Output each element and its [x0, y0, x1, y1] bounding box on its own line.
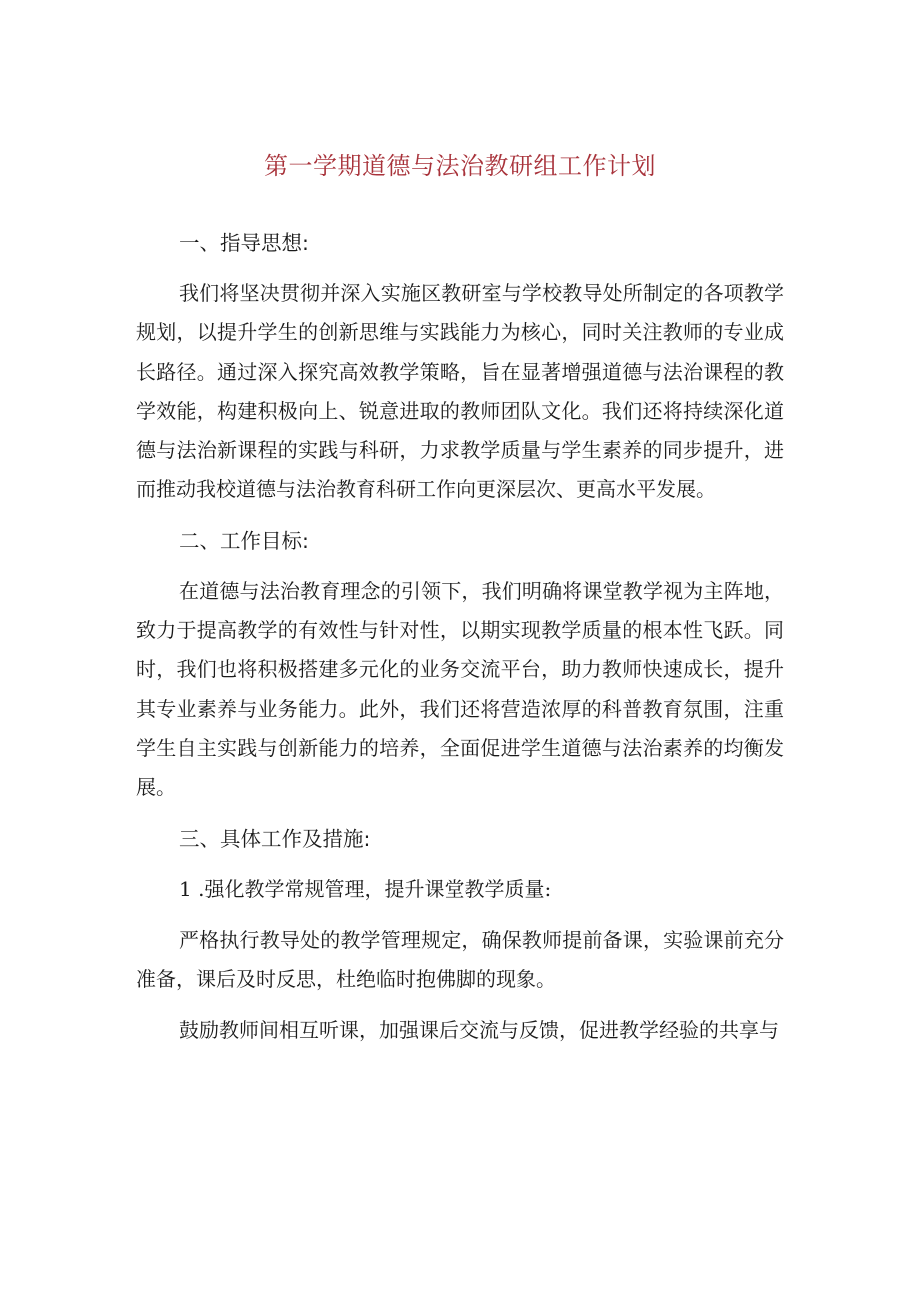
document-body [136, 224, 784, 1063]
section-heading-work-goals: 二、工作目标: [179, 528, 309, 553]
section-heading-guiding-ideology: 一、指导思想: [179, 231, 309, 255]
section-paragraph: 我们将坚决贯彻并深入实施区教研室与学校教导处所制定的各项教学规划，以提升学生的创新思维与实践能力为核心，同时关注教师的专业成长路径。通过深入探究高效教学策略，旨在显著增强道德与法治课程的教学效能，构建积极向上、锐意进取的教师团队文化。我们还将持续深化道德与法治新课程的实践与科研，力求教学质量与学生素养的同步提升，进而推动我校道德与法治教育科研工作向更深层次、更高水平发展。 [136, 281, 784, 502]
section-paragraph: 鼓励教师间相互听课，加强课后交流与反馈，促进教学经验的共享与 [179, 1018, 779, 1043]
document-title: 第一学期道德与法治教研组工作计划 [264, 152, 656, 180]
section-paragraph: 在道德与法治教育理念的引领下，我们明确将课堂教学视为主阵地，致力于提高教学的有效性与针对性，以期实现教学质量的根本性飞跃。同时，我们也将积极搭建多元化的业务交流平台，助力教师快速成长，提升其专业素养与业务能力。此外，我们还将营造浓厚的科普教育氛围，注重学生自主实践与创新能力的培养，全面促进学生道德与法治素养的均衡发展。 [136, 578, 784, 800]
section-heading-specific-measures: 三、具体工作及措施: [179, 826, 371, 851]
section-paragraph: 严格执行教导处的教学管理规定，确保教师提前备课，实验课前充分准备，课后及时反思，杜绝临时抱佛脚的现象。 [136, 927, 784, 992]
numbered-item: 1 .强化教学常规管理，提升课堂教学质量: [179, 876, 552, 901]
